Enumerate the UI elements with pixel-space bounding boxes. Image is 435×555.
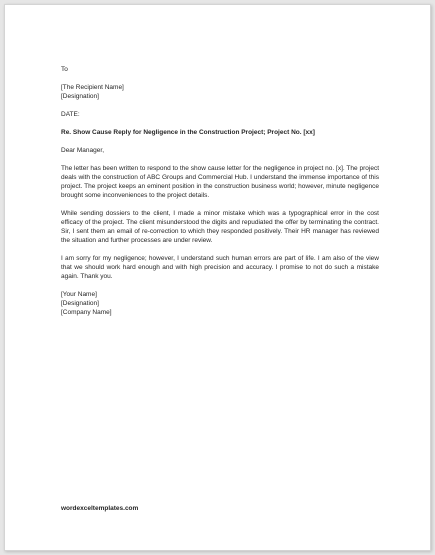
subject-line: Re. Show Cause Reply for Negligence in the Construction Project; Project No. [xx] (61, 129, 315, 136)
paragraph-1: The letter has been written to respond to the show cause letter for the negligence in project no. [x]. The project deals with the construction of ABC Groups and Commercial Hub. I understand the immense importance of this project. The project keeps an eminent position in the construction business world; however, minute negligence brought some inconveniences to the project details. (61, 165, 379, 199)
sender-company: [Company Name] (61, 309, 112, 316)
document-page (4, 4, 431, 551)
sender-name: [Your Name] (61, 291, 97, 298)
sender-designation: [Designation] (61, 300, 99, 307)
recipient-designation: [Designation] (61, 93, 99, 100)
recipient-name: [The Recipient Name] (61, 84, 124, 91)
letter-body (61, 65, 379, 317)
paragraph-2: While sending dossiers to the client, I made a minor mistake which was a typographical error in the cost efficacy of the project. The client misunderstood the digits and repudiated the offer by terminating the contract. Sir, I sent them an email of re-correction to which they responded positively. Their HR manager has reviewed the situation and further processes are under review. (61, 210, 379, 244)
footer-website: wordexceltemplates.com (61, 505, 139, 512)
date-label: DATE: (61, 111, 80, 118)
to-label: To (61, 66, 68, 73)
paragraph-3: I am sorry for my negligence; however, I understand such human errors are part of life. I am also of the view that we should work hard enough and with high precision and accuracy. I promise to not do such a mistake again. Thank you. (61, 255, 379, 280)
salutation: Dear Manager, (61, 147, 104, 154)
